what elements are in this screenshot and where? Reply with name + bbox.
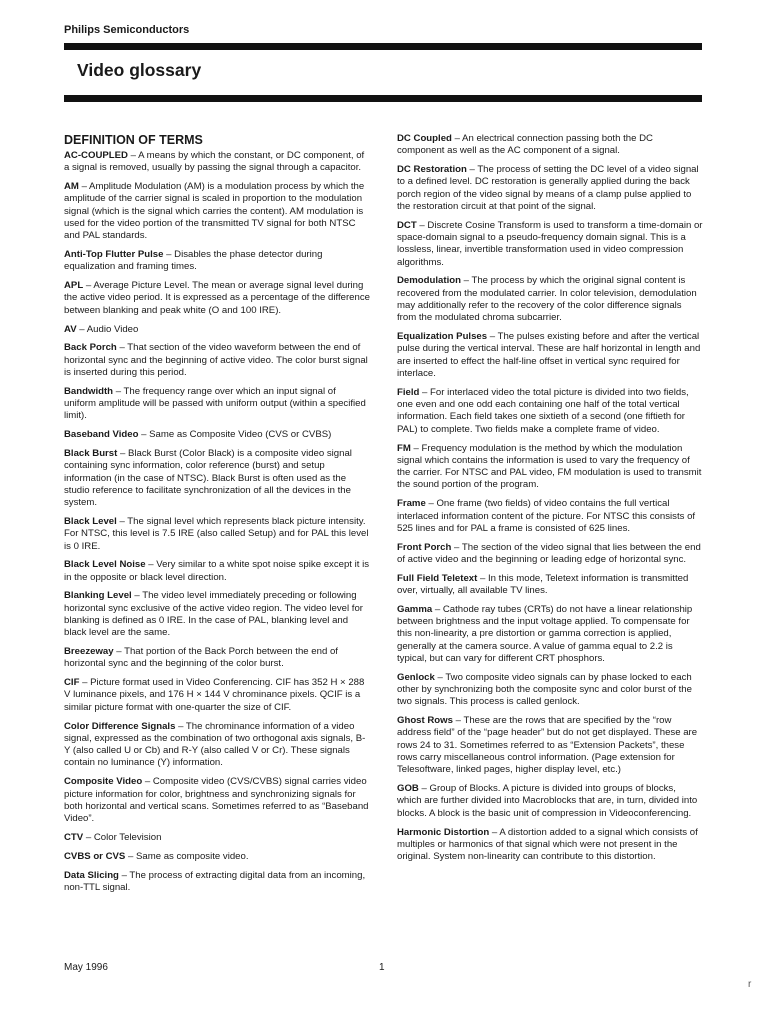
- glossary-term: FM: [397, 442, 411, 454]
- glossary-entry: [64, 429, 370, 441]
- glossary-definition: – The process by which the original signal content is recovered from the modulated carrier. In color television, demodulation may additionally refer to the recovery of the color difference signals from the modulated chroma subcarrier.: [397, 275, 697, 324]
- glossary-definition: – Disables the phase detector during equalization and framing times.: [64, 249, 323, 273]
- glossary-entry: [397, 220, 703, 269]
- glossary-term: Blanking Level: [64, 590, 132, 602]
- glossary-definition: – The section of the video signal that lies between the end of active video and the beginning or leading edge of horizontal sync.: [397, 541, 701, 565]
- glossary-entry: [64, 559, 370, 584]
- glossary-definition: – The pulses existing before and after the vertical pulse during the vertical interval. These are half horizontal in length and are inserted to effect the half-line offset in vertical sync required for interlace.: [397, 331, 701, 380]
- glossary-term: CVBS or CVS: [64, 850, 126, 862]
- glossary-term: Back Porch: [64, 342, 117, 354]
- glossary-definition: – An electrical connection passing both the DC component as well as the AC component of a signal.: [397, 133, 653, 157]
- glossary-definition: – That section of the video waveform between the end of horizontal sync and the beginning of active video. The color burst signal is inserted during this period.: [64, 342, 368, 378]
- glossary-definition: – The process of extracting digital data from an incoming, non-TTL signal.: [64, 869, 366, 893]
- glossary-definition: – Group of Blocks. A picture is divided into groups of blocks, which are further divided into Macroblocks that are, in turn, divided into blocks. A block is the basic unit of compression in Videoconferencing.: [397, 783, 698, 819]
- glossary-definition: – That portion of the Back Porch between the end of horizontal sync and the beginning of the color burst.: [64, 646, 338, 670]
- glossary-definition: – Picture format used in Video Conferencing. CIF has 352 H × 288 V luminance pixels, and 176 H × 144 V chrominance pixels. QCIF is a similar picture format with one-quarter the size of CIF.: [64, 677, 365, 713]
- glossary-entry: [64, 150, 370, 175]
- glossary-term: Black Level Noise: [64, 559, 146, 571]
- glossary-term: DC Coupled: [397, 133, 452, 144]
- glossary-entry: [64, 516, 370, 553]
- glossary-entry: [397, 164, 703, 213]
- glossary-term: AV: [64, 323, 77, 335]
- glossary-entry: [64, 851, 370, 863]
- glossary-term: Equalization Pulses: [397, 331, 488, 343]
- glossary-definition: – Frequency modulation is the method by which the modulation signal which contains the information is used to vary the frequency of the carrier. For NTSC and PAL video, FM modulation is used to transmit the sound portion of the program.: [397, 442, 702, 491]
- glossary-entry: [64, 590, 370, 639]
- glossary-entry: [397, 827, 703, 864]
- glossary-definition: – Cathode ray tubes (CRTs) do not have a linear relationship between brightness and the input voltage applied. To compensate for this non-linearity, a pre distortion or gamma correction is applied, generally at the camera source. A value of gamma equal to 2.2 is typical, but can vary for different CRT phosphors.: [397, 603, 693, 664]
- glossary-entry: [397, 783, 703, 820]
- glossary-definition: – Composite video (CVS/CVBS) signal carries video picture information for color, brightness and synchronizing signals for both horizontal and vertical scans. Sometimes referred to as “Baseband Video”.: [64, 776, 369, 825]
- glossary-definition: – Black Burst (Color Black) is a composite video signal containing sync information, color reference (burst) and setup information (in the case of NTSC). Black Burst is often used as the studio reference to facilitate synchronization of all the devices in the system.: [64, 447, 352, 509]
- glossary-entry: [64, 181, 370, 242]
- company-name: Philips Semiconductors: [64, 24, 190, 36]
- section-heading: DEFINITION OF TERMS: [64, 133, 203, 147]
- glossary-definition: – Very similar to a white spot noise spike except it is in the opposite or black level direction.: [64, 559, 370, 583]
- glossary-term: Field: [397, 386, 420, 398]
- glossary-definition: – For interlaced video the total picture is divided into two fields, one even and one odd each containing one half of the total vertical information. Each field takes one sixtieth of a second (one fiftieth for PAL) to complete. Two fields make a complete frame of video.: [397, 386, 689, 435]
- glossary-entry: [397, 331, 703, 380]
- glossary-term: Demodulation: [397, 275, 461, 287]
- glossary-definition: – Same as composite video.: [125, 850, 249, 862]
- glossary-entry: [397, 573, 703, 598]
- glossary-entry: [64, 721, 370, 770]
- document-title: Video glossary: [77, 60, 202, 80]
- glossary-term: Front Porch: [397, 541, 452, 553]
- glossary-definition: – Amplitude Modulation (AM) is a modulation process by which the amplitude of the carrier signal is scaled in proportion to the modulation signal (which is the signal which carries the content). AM modulation is used for the video portion of the transmitted TV signal for both NTSC and PAL standards.: [64, 181, 365, 242]
- glossary-definition: – The chrominance information of a video signal, expressed as the combination of two orthogonal axis signals, B-Y (also called U or Cb) and R-Y (also called V or Cr). These signals contain no luminance (Y) information.: [64, 720, 366, 769]
- left-column: [64, 133, 370, 901]
- footer-date: May 1996: [64, 962, 108, 973]
- glossary-term: Full Field Teletext: [397, 572, 478, 584]
- glossary-term: DC Restoration: [397, 164, 467, 176]
- glossary-term: Breezeway: [64, 646, 114, 658]
- glossary-entry: [64, 448, 370, 509]
- glossary-term: Ghost Rows: [397, 715, 453, 727]
- glossary-definition: – These are the rows that are specified by the “row address field” of the “page header” but do not get displayed. These are rows 24 to 31. Sometimes referred to as “Extension Packets”, these rows carry miscellaneous control information. (Page extension for Telesoftware, linked pages, higher display level, etc.): [397, 715, 698, 776]
- glossary-definition: – One frame (two fields) of video contains the full vertical interlaced information content of the picture. For NTSC this consists of 525 lines and for PAL a frame is consisted of 625 lines.: [397, 498, 696, 534]
- glossary-term: GOB: [397, 783, 419, 795]
- glossary-term: Anti-Top Flutter Pulse: [64, 249, 164, 261]
- glossary-entry: [397, 498, 703, 535]
- glossary-entry: [64, 386, 370, 423]
- glossary-definition: – The signal level which represents black picture intensity. For NTSC, this level is 7.5 IRE (also called Setup) and for PAL this level is 0 IRE.: [64, 515, 369, 552]
- glossary-entry: [64, 249, 370, 274]
- glossary-definition: – The video level immediately preceding or following horizontal sync exclusive of the active video region. The video level for blanking is defined as 0 IRE. In the case of PAL, blanking level and black level are the same.: [64, 590, 363, 639]
- glossary-term: APL: [64, 280, 84, 292]
- glossary-entry: [397, 715, 703, 776]
- glossary-term: Bandwidth: [64, 385, 114, 397]
- glossary-entry: [64, 870, 370, 895]
- glossary-term: Data Slicing: [64, 869, 119, 881]
- glossary-entry: [64, 776, 370, 825]
- glossary-entry: [397, 672, 703, 709]
- glossary-entry: [64, 832, 370, 844]
- right-column: [397, 133, 703, 870]
- glossary-entry: [397, 133, 703, 158]
- glossary-term: Baseband Video: [64, 429, 139, 441]
- glossary-definition: – A distortion added to a signal which consists of multiples or harmonics of that signal which were not present in the original. System non-linearity can contribute to this distortion.: [397, 826, 698, 863]
- glossary-definition: – Same as Composite Video (CVS or CVBS): [138, 429, 332, 441]
- glossary-entry: [64, 677, 370, 714]
- glossary-definition: – Discrete Cosine Transform is used to transform a time-domain or space-domain signal to a pseudo-frequency domain signal. This is a lossless, linear, invertible transformation used in video compression algorithms.: [397, 219, 703, 268]
- glossary-term: Frame: [397, 498, 426, 510]
- glossary-entry: [64, 342, 370, 379]
- glossary-entry: [64, 324, 370, 336]
- glossary-definition: – Two composite video signals can by phase locked to each other by synchronizing both the composite sync and color burst of the two signals. This process is called genlock.: [397, 671, 692, 708]
- glossary-term: Genlock: [397, 671, 435, 683]
- header-rule-top: [64, 43, 702, 50]
- glossary-definition: – A means by which the constant, or DC component, of a signal is removed, usually by passing the signal through a capacitor.: [64, 150, 365, 174]
- glossary-term: Black Burst: [64, 447, 118, 459]
- glossary-definition: – The frequency range over which an input signal of uniform amplitude will be passed with uniform output (within a specified limit).: [64, 385, 366, 422]
- glossary-entry: [397, 275, 703, 324]
- glossary-definition: – The process of setting the DC level of a video signal to a defined level. DC restoration is generally applied during the back porch region of the video signal by means of a clamp pulse applied to the restoration circuit at that point of the signal.: [397, 164, 699, 212]
- header-rule-bottom: [64, 95, 702, 102]
- glossary-entry: [397, 604, 703, 665]
- glossary-term: Black Level: [64, 515, 117, 527]
- glossary-definition: – Color Television: [83, 831, 162, 843]
- glossary-definition: – In this mode, Teletext information is transmitted over, virtually, all available TV lines.: [397, 572, 689, 596]
- glossary-definition: – Average Picture Level. The mean or average signal level during the active video period. It is expressed as a percentage of the difference between blanking and peak white (O and 100 IRE).: [64, 280, 370, 316]
- glossary-term: CTV: [64, 831, 84, 843]
- glossary-entry: [397, 443, 703, 492]
- glossary-term: Color Difference Signals: [64, 720, 176, 732]
- glossary-entry: [397, 387, 703, 436]
- glossary-term: AC-COUPLED: [64, 150, 128, 161]
- glossary-definition: – Audio Video: [76, 323, 139, 335]
- glossary-term: AM: [64, 181, 79, 193]
- glossary-entry: [397, 542, 703, 567]
- glossary-term: DCT: [397, 219, 417, 231]
- glossary-entry: [64, 646, 370, 671]
- page-number: 1: [379, 962, 385, 973]
- corner-mark: r: [748, 979, 752, 990]
- glossary-term: Composite Video: [64, 776, 143, 788]
- glossary-term: CIF: [64, 677, 80, 689]
- glossary-term: Harmonic Distortion: [397, 826, 490, 838]
- glossary-term: Gamma: [397, 603, 433, 615]
- glossary-entry: [64, 280, 370, 317]
